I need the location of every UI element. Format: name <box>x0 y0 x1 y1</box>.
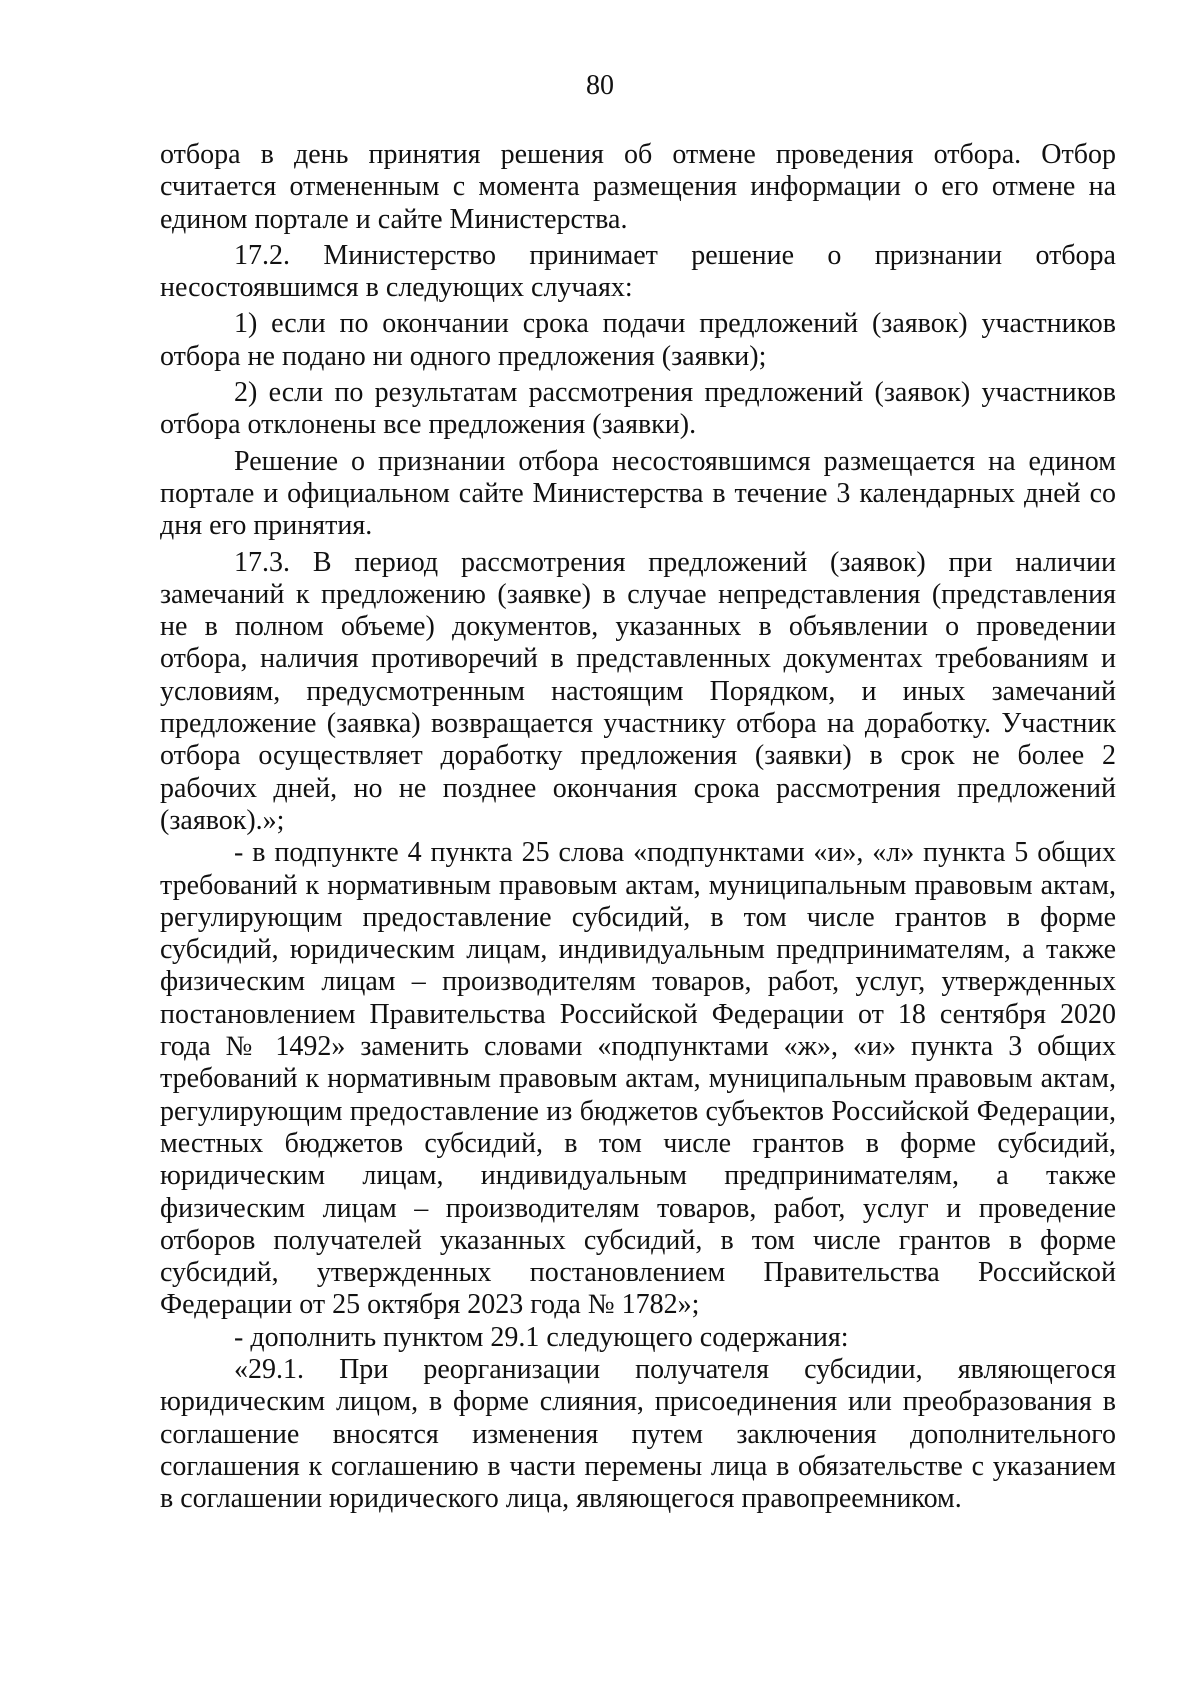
paragraph-17-2: 17.2. Министерство принимает решение о признании отбора несостоявшимся в следующих случаях: <box>160 239 1116 304</box>
paragraph-29-1: «29.1. При реорганизации получателя субсидии, являющегося юридическим лицом, в форме слияния, присоединения или преобразования в соглашение вносятся изменения путем заключения дополнительного соглашения к соглашению в части перемены лица в обязательстве с указанием в соглашении юридического лица, являющегося правопреемником. <box>160 1353 1116 1515</box>
paragraph-continuation: отбора в день принятия решения об отмене проведения отбора. Отбор считается отмененным с момента размещения информации о его отмене на едином портале и сайте Министерства. <box>160 139 1116 235</box>
paragraph-case-1: 1) если по окончании срока подачи предложений (заявок) участников отбора не подано ни одного предложения (заявки); <box>160 308 1116 372</box>
paragraph-decision: Решение о признании отбора несостоявшимся размещается на едином портале и официальном сайте Министерства в течение 3 календарных дней со дня его принятия. <box>160 445 1116 542</box>
paragraph-add-29-1: - дополнить пунктом 29.1 следующего содержания: <box>234 1321 849 1353</box>
paragraph-17-3: 17.3. В период рассмотрения предложений (заявок) при наличии замечаний к предложению (заявке) в случае непредставления (представления не в полном объеме) документов, указанных в объявлении о проведении отбора, наличия противоречий в представленных документах требованиям и условиям, предусмотренным настоящим Порядком, и иных замечаний предложение (заявка) возвращается участнику отбора на доработку. Участник отбора осуществляет доработку предложения (заявки) в срок не более 2 рабочих дней, но не позднее окончания срока рассмотрения предложений (заявок).»; <box>160 546 1116 836</box>
paragraph-case-2: 2) если по результатам рассмотрения предложений (заявок) участников отбора отклонены все предложения (заявки). <box>160 377 1116 441</box>
page-number: 80 <box>586 70 614 101</box>
paragraph-subparagraph-4: - в подпункте 4 пункта 25 слова «подпунктами «и», «л» пункта 5 общих требований к нормативным правовым актам, муниципальным правовым актам, регулирующим предоставление субсидий, в том числе грантов в форме субсидий, юридическим лицам, индивидуальным предпринимателям, а также физическим лицам – производителям товаров, работ, услуг, утвержденных постановлением Правительства Российской Федерации от 18 сентября 2020 года № 1492» заменить словами «подпунктами «ж», «и» пункта 3 общих требований к нормативным правовым актам, муниципальным правовым актам, регулирующим предоставление из бюджетов субъектов Российской Федерации, местных бюджетов субсидий, в том числе грантов в форме субсидий, юридическим лицам, индивидуальным предпринимателям, а также физическим лицам – производителям товаров, работ, услуг и проведение отборов получателей указанных субсидий, в том числе грантов в форме субсидий, утвержденных постановлением Правительства Российской Федерации от 25 октября 2023 года № 1782»; <box>160 837 1116 1321</box>
document-body <box>160 139 1116 1515</box>
